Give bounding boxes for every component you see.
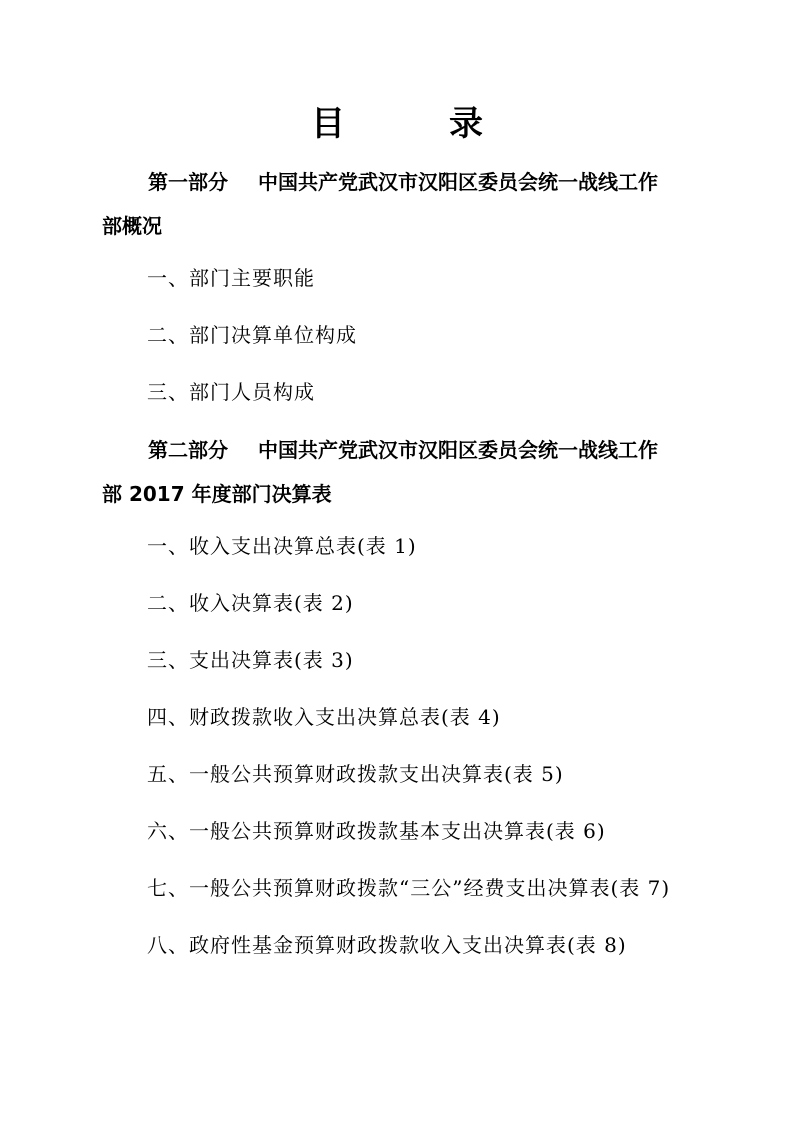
toc-item-part2-8[interactable]: 八、政府性基金预算财政拨款收入支出决算表(表 8) (147, 933, 627, 957)
part1-heading (102, 160, 702, 248)
title-char-2: 录 (449, 104, 483, 144)
toc-item-part2-1[interactable]: 一、收入支出决算总表(表 1) (147, 534, 417, 558)
toc-item-part1-2[interactable]: 二、部门决算单位构成 (147, 323, 357, 347)
toc-item-part2-2[interactable]: 二、收入决算表(表 2) (147, 591, 354, 615)
toc-item-part2-4[interactable]: 四、财政拨款收入支出决算总表(表 4) (147, 705, 501, 729)
part2-label: 第二部分 (148, 438, 228, 462)
toc-item-part2-5[interactable]: 五、一般公共预算财政拨款支出决算表(表 5) (147, 762, 564, 786)
toc-item-part2-6[interactable]: 六、一般公共预算财政拨款基本支出决算表(表 6) (147, 819, 606, 843)
toc-item-part2-3[interactable]: 三、支出决算表(表 3) (147, 648, 354, 672)
toc-item-part1-1[interactable]: 一、部门主要职能 (147, 266, 315, 290)
part2-heading (102, 428, 702, 516)
part1-heading-line1: 中国共产党武汉市汉阳区委员会统一战线工作 (258, 170, 658, 194)
part1-label: 第一部分 (148, 170, 228, 194)
toc-item-part1-3[interactable]: 三、部门人员构成 (147, 380, 315, 404)
part1-heading-line2: 部概况 (102, 214, 162, 238)
title-char-1: 目 (311, 104, 345, 144)
page-title (0, 96, 794, 145)
toc-item-part2-7[interactable]: 七、一般公共预算财政拨款“三公”经费支出决算表(表 7) (147, 876, 671, 900)
part2-heading-line1: 中国共产党武汉市汉阳区委员会统一战线工作 (258, 438, 658, 462)
part2-heading-line2: 部 2017 年度部门决算表 (102, 482, 332, 506)
